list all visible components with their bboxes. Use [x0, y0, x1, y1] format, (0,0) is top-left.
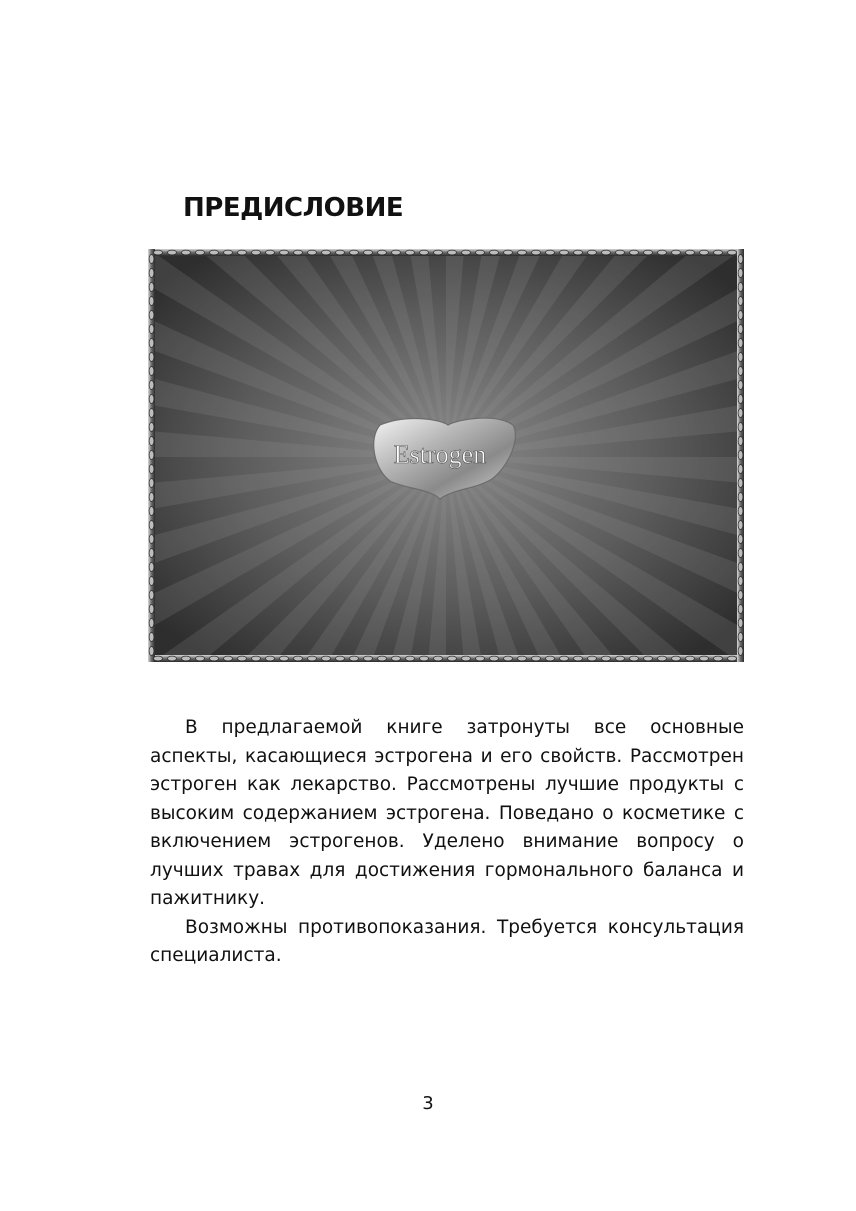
frame-bead: [728, 656, 737, 661]
frame-bead: [738, 465, 743, 474]
frame-bead: [294, 250, 303, 255]
frame-bead: [149, 283, 154, 292]
frame-bead: [149, 479, 154, 488]
frame-bead: [149, 451, 154, 460]
frame-bead: [149, 311, 154, 320]
frame-bead: [336, 250, 345, 255]
frame-bead: [420, 656, 429, 661]
frame-bead: [149, 353, 154, 362]
frame-bead: [294, 656, 303, 661]
frame-bead: [149, 535, 154, 544]
frame-bead: [149, 381, 154, 390]
frame-bead: [616, 656, 625, 661]
frame-bead: [738, 255, 743, 264]
frame-bead: [714, 250, 723, 255]
frame-bead: [149, 297, 154, 306]
frame-bead: [149, 563, 154, 572]
paragraph: Возможны противопоказания. Требуется консультация специалиста.: [150, 916, 744, 966]
frame-bead: [462, 250, 471, 255]
frame-bead: [738, 339, 743, 348]
frame-bead: [738, 647, 743, 656]
frame-bead: [392, 656, 401, 661]
frame-bead: [336, 656, 345, 661]
frame-bead: [738, 521, 743, 530]
frame-bead: [308, 250, 317, 255]
frame-bead: [738, 297, 743, 306]
frame-bead: [149, 255, 154, 264]
frame-bead: [149, 493, 154, 502]
frame-bead: [149, 325, 154, 334]
frame-bead: [738, 325, 743, 334]
frame-bead: [672, 250, 681, 255]
frame-bead: [182, 656, 191, 661]
frame-bead: [252, 250, 261, 255]
frame-bead: [532, 250, 541, 255]
frame-bead: [658, 250, 667, 255]
frame-bead: [238, 250, 247, 255]
frame-bead: [738, 395, 743, 404]
frame-bead: [364, 656, 373, 661]
frame-bead: [490, 250, 499, 255]
frame-bead: [149, 633, 154, 642]
frame-bead: [149, 549, 154, 558]
frame-bead: [196, 250, 205, 255]
frame-bead: [738, 367, 743, 376]
frame-bead: [644, 656, 653, 661]
frame-bead: [738, 409, 743, 418]
frame-bead: [149, 423, 154, 432]
frame-bead: [378, 250, 387, 255]
frame-bead: [322, 656, 331, 661]
frame-bead: [149, 577, 154, 586]
frame-bead: [448, 656, 457, 661]
frame-bead: [350, 656, 359, 661]
frame-bead: [504, 656, 513, 661]
frame-bead: [350, 250, 359, 255]
frame-bead: [210, 250, 219, 255]
frame-bead: [616, 250, 625, 255]
frame-bead: [518, 250, 527, 255]
preface-body: [150, 714, 744, 971]
frame-bead: [518, 656, 527, 661]
paragraph: В предлагаемой книге затронуты все основные аспекты, касающиеся эстрогена и его свойств. Рассмотрен эстроген как лекарство. Рассмотрены лучшие продукты с высоким содержанием эстрогена. Поведано о косметике с включением эстрогенов. Уделено внимание вопросу о лучших травах для достижения гормонального баланса и пажитнику.: [150, 717, 744, 909]
frame-bead: [392, 250, 401, 255]
frame-bead: [738, 549, 743, 558]
frame-bead: [182, 250, 191, 255]
frame-bead: [490, 656, 499, 661]
frame-bead: [574, 250, 583, 255]
frame-bead: [738, 605, 743, 614]
frame-bead: [149, 507, 154, 516]
frame-bead: [154, 250, 163, 255]
frame-bead: [738, 437, 743, 446]
frame-bead: [149, 437, 154, 446]
frame-bead: [700, 250, 709, 255]
frame-bead: [378, 656, 387, 661]
frame-bead: [738, 619, 743, 628]
frame-bead: [546, 656, 555, 661]
frame-bead: [738, 535, 743, 544]
frame-bead: [504, 250, 513, 255]
frame-bead: [252, 656, 261, 661]
frame-bead: [168, 250, 177, 255]
frame-bead: [462, 656, 471, 661]
frame-bead: [588, 656, 597, 661]
frame-bead: [224, 656, 233, 661]
estrogen-label: Estrogen: [393, 440, 487, 469]
frame-bead: [700, 656, 709, 661]
frame-bead: [308, 656, 317, 661]
frame-bead: [266, 656, 275, 661]
frame-bead: [149, 409, 154, 418]
frame-bead: [224, 250, 233, 255]
frame-bead: [738, 591, 743, 600]
frame-bead: [630, 250, 639, 255]
frame-bead: [686, 656, 695, 661]
frame-bead: [149, 605, 154, 614]
frame-bead: [238, 656, 247, 661]
frame-bead: [149, 619, 154, 628]
frame-bead: [434, 250, 443, 255]
frame-bead: [280, 656, 289, 661]
frame-bead: [149, 647, 154, 656]
frame-bead: [738, 577, 743, 586]
frame-bead: [738, 311, 743, 320]
frame-bead: [266, 250, 275, 255]
frame-bead: [738, 563, 743, 572]
frame-bead: [280, 250, 289, 255]
frame-bead: [738, 633, 743, 642]
frame-bead: [560, 656, 569, 661]
frame-bead: [196, 656, 205, 661]
frame-bead: [532, 656, 541, 661]
frame-bead: [149, 269, 154, 278]
frame-bead: [546, 250, 555, 255]
frame-bead: [738, 493, 743, 502]
frame-bead: [149, 339, 154, 348]
frame-bead: [560, 250, 569, 255]
frame-bead: [738, 479, 743, 488]
frame-bead: [149, 465, 154, 474]
estrogen-illustration: [148, 249, 744, 662]
frame-bead: [588, 250, 597, 255]
frame-bead: [644, 250, 653, 255]
page-title: ПРЕДИСЛОВИЕ: [183, 193, 404, 223]
frame-bead: [714, 656, 723, 661]
frame-bead: [602, 250, 611, 255]
frame-bead: [738, 269, 743, 278]
frame-bead: [738, 283, 743, 292]
frame-bead: [434, 656, 443, 661]
frame-bead: [476, 656, 485, 661]
frame-bead: [406, 250, 415, 255]
frame-bead: [448, 250, 457, 255]
frame-bead: [738, 423, 743, 432]
frame-bead: [476, 250, 485, 255]
frame-bead: [738, 353, 743, 362]
frame-bead: [728, 250, 737, 255]
frame-bead: [738, 451, 743, 460]
page-number: 3: [422, 1093, 434, 1114]
frame-bead: [738, 381, 743, 390]
frame-bead: [602, 656, 611, 661]
frame-bead: [406, 656, 415, 661]
frame-bead: [322, 250, 331, 255]
frame-bead: [149, 367, 154, 376]
frame-bead: [149, 591, 154, 600]
frame-bead: [210, 656, 219, 661]
frame-bead: [149, 521, 154, 530]
frame-bead: [738, 507, 743, 516]
frame-bead: [364, 250, 373, 255]
frame-bead: [630, 656, 639, 661]
frame-bead: [154, 656, 163, 661]
frame-bead: [658, 656, 667, 661]
frame-bead: [686, 250, 695, 255]
frame-bead: [420, 250, 429, 255]
frame-bead: [672, 656, 681, 661]
frame-bead: [149, 395, 154, 404]
frame-bead: [168, 656, 177, 661]
frame-bead: [574, 656, 583, 661]
